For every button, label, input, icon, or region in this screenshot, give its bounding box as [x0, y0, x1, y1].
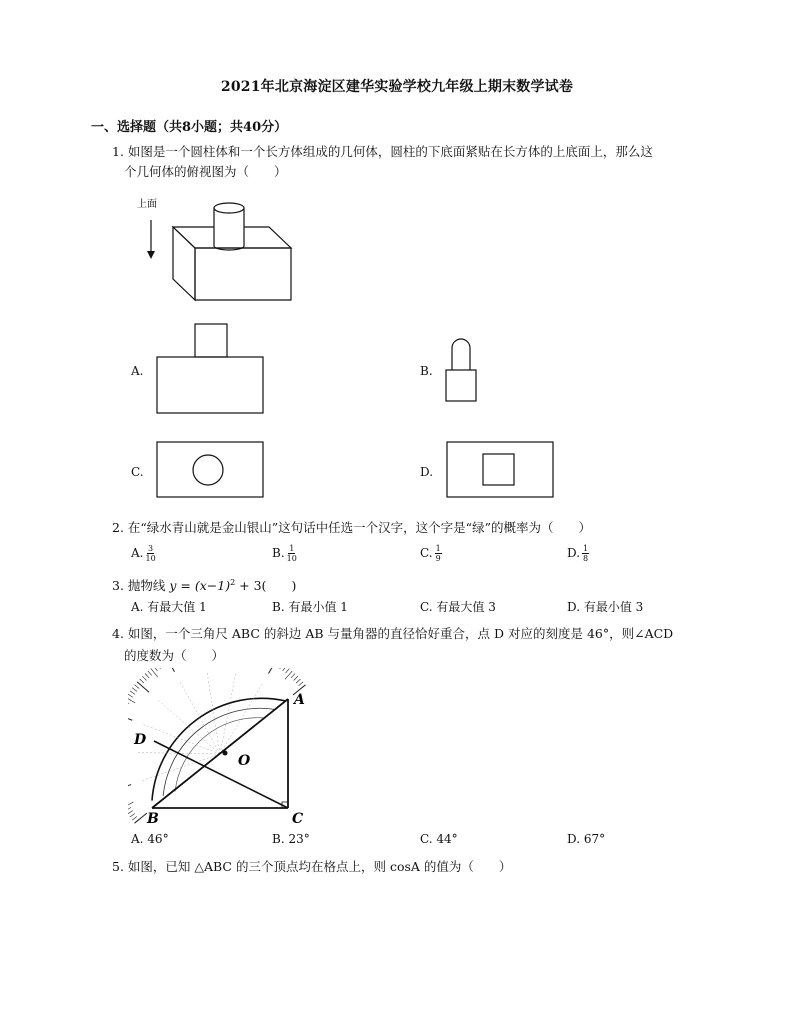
protractor-tick — [140, 679, 144, 683]
protractor-tick — [130, 814, 135, 817]
page-title: 2021年北京海淀区建华实验学校九年级上期末数学试卷 — [220, 79, 574, 95]
protractor-tick — [135, 685, 140, 689]
protractor-tick — [283, 668, 287, 671]
segment-cd — [154, 741, 288, 808]
protractor-radial-line — [143, 725, 220, 754]
protractor-tick — [132, 817, 137, 821]
protractor-tick — [134, 813, 146, 823]
protractor-tick — [148, 671, 152, 676]
protractor — [128, 668, 306, 823]
label-b: B — [147, 811, 159, 826]
protractor-tick — [137, 682, 149, 693]
protractor-tick — [296, 679, 300, 683]
protractor-tick — [130, 691, 135, 694]
protractor-tick — [285, 669, 289, 674]
option-b-figure — [443, 333, 483, 405]
question-1-line-2: 个几何体的俯视图为（ ） — [124, 164, 287, 179]
label-c: C — [292, 811, 304, 826]
question-1-line-1: 1. 如图是一个圆柱体和一个长方体组成的几何体，圆柱的下底面紧贴在长方体的上底面上，那么这 — [112, 144, 653, 159]
protractor-tick — [128, 785, 131, 790]
protractor-tick — [280, 668, 283, 669]
arrow-head-icon — [147, 251, 155, 259]
protractor-radial-line — [220, 684, 262, 754]
question-4-line-1: 4. 如图，一个三角尺 ABC 的斜边 AB 与量角器的直径恰好重合，点 D 对应的刻度是 46°，则∠ACD — [112, 626, 674, 641]
option-c-label: C. — [131, 465, 144, 479]
q3-option-b: B. 有最小值 1 — [272, 600, 348, 614]
q2-option-b: B. $\frac{1}{10}$ — [272, 544, 297, 563]
protractor-radial-line — [180, 682, 220, 754]
protractor-tick — [128, 808, 131, 811]
protractor-tick — [167, 668, 175, 672]
option-a-label: A. — [131, 364, 144, 378]
protractor-tick — [128, 694, 133, 697]
protractor-tick — [132, 688, 137, 692]
option-c-figure — [155, 440, 267, 500]
q4-option-c: C. 44° — [420, 832, 458, 846]
protractor-tick — [154, 668, 158, 671]
protractor-tick — [128, 697, 135, 703]
question-3-text: 3. 抛物线 $y = (x-1)^2 + 3$( ) — [112, 578, 297, 594]
label-a: A — [294, 692, 305, 708]
cylinder — [214, 203, 244, 250]
option-d-label: D. — [420, 465, 434, 479]
center-o — [223, 751, 228, 756]
protractor-tick — [128, 715, 132, 721]
protractor-figure — [128, 668, 328, 826]
protractor-tick — [157, 668, 160, 669]
triangle-abc — [152, 699, 288, 808]
q4-option-b: B. 23° — [272, 832, 310, 846]
option-b-label: B. — [420, 364, 433, 378]
protractor-tick — [128, 811, 133, 814]
protractor-tick — [291, 674, 295, 678]
protractor-tick — [128, 802, 133, 807]
q2-option-c: C. $\frac{1}{9}$ — [420, 544, 441, 563]
protractor-tick — [128, 701, 129, 704]
arrow-label: 上面 — [137, 199, 157, 210]
q3-option-c: C. 有最大值 3 — [420, 600, 496, 614]
q4-option-d: D. 67° — [567, 832, 606, 846]
protractor-tick — [268, 668, 276, 673]
parabola-formula: y = (x−1) — [169, 578, 231, 594]
label-o: O — [238, 753, 251, 769]
solid-figure — [135, 195, 310, 310]
q3-option-a: A. 有最大值 1 — [131, 600, 207, 614]
q4-option-a: A. 46° — [131, 832, 169, 846]
question-4-line-2: 的度数为（ ） — [124, 648, 225, 663]
option-d-figure — [445, 440, 557, 500]
section-heading: 一、选择题（共8小题；共40分） — [91, 120, 288, 135]
protractor-radial-line — [207, 673, 220, 754]
label-d: D — [134, 732, 147, 748]
protractor-radial-line — [158, 700, 220, 754]
question-2-text: 2. 在“绿水青山就是金山银山”这句话中任选一个汉字，这个字是“绿”的概率为（ ） — [112, 520, 591, 535]
q3-option-d: D. 有最小值 3 — [567, 600, 644, 614]
protractor-tick — [299, 682, 304, 686]
option-a-figure — [155, 322, 267, 416]
q2-option-d: D. $\frac{1}{8}$ — [567, 544, 589, 563]
protractor-tick — [294, 676, 298, 680]
question-5-text: 5. 如图，已知 △ABC 的三个顶点均在格点上，则 cosA 的值为（ ） — [112, 859, 512, 874]
protractor-tick — [145, 674, 149, 678]
q2-option-a: A. $\frac{3}{10}$ — [131, 544, 156, 563]
protractor-tick — [142, 676, 146, 680]
